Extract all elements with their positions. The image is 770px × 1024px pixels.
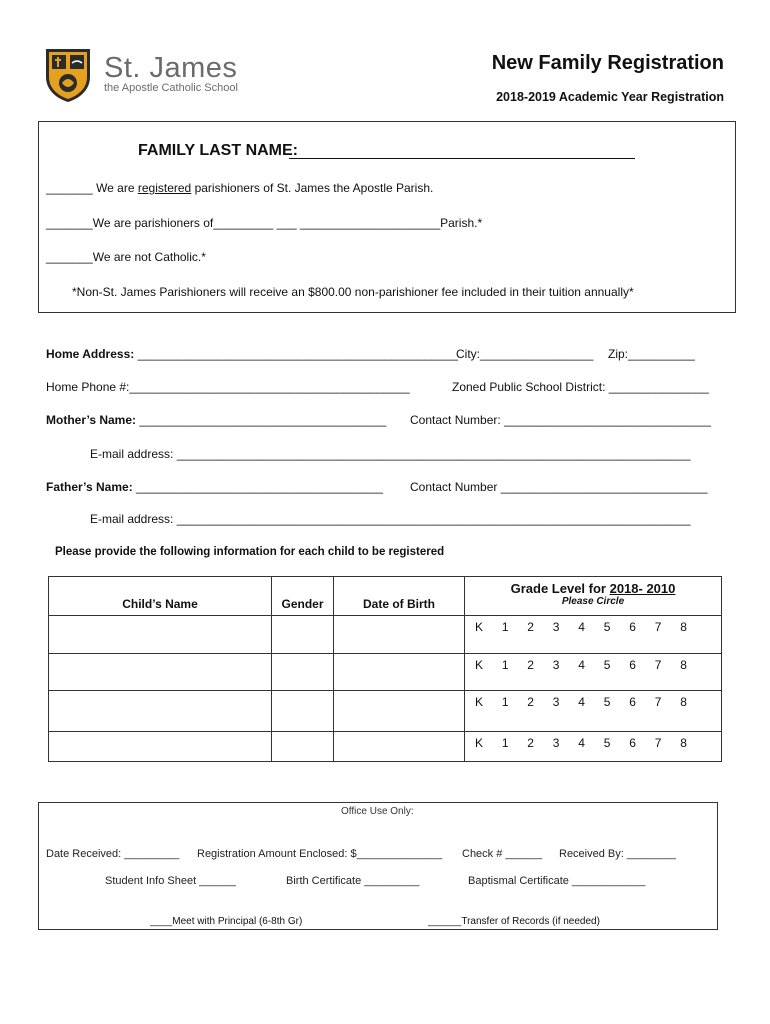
- registration-amount-field[interactable]: Registration Amount Enclosed: $______________: [197, 848, 443, 860]
- non-parishioner-fee-note: *Non-St. James Parishioners will receive an $800.00 non-parishioner fee included in their tuition annually*: [72, 285, 634, 299]
- grade-cell[interactable]: K 1 2 3 4 5 6 7 8: [465, 732, 722, 762]
- family-last-name-field[interactable]: [289, 158, 635, 159]
- child-name-cell[interactable]: [49, 691, 272, 732]
- child-row: [49, 654, 722, 691]
- father-email-field[interactable]: E-mail address: _____________________________________________________________________________: [90, 512, 691, 526]
- registered-parishioner-option[interactable]: [46, 181, 433, 195]
- home-phone-field[interactable]: Home Phone #:__________________________________________: [46, 380, 410, 394]
- option-text-post: parishioners of St. James the Apostle Parish.: [191, 181, 434, 195]
- school-crest-logo: [44, 47, 92, 103]
- grade-cell[interactable]: K 1 2 3 4 5 6 7 8: [465, 691, 722, 732]
- gender-header: Gender: [272, 577, 334, 616]
- transfer-records-field[interactable]: ______Transfer of Records (if needed): [428, 916, 600, 927]
- date-received-field[interactable]: Date Received: _________: [46, 848, 180, 860]
- home-address-row[interactable]: [46, 347, 458, 361]
- dob-cell[interactable]: [334, 691, 465, 732]
- father-name-label: Father’s Name:: [46, 480, 133, 494]
- mother-name-field[interactable]: _____________________________________: [139, 413, 387, 427]
- office-use-title: Office Use Only:: [341, 806, 414, 817]
- registered-word: registered: [137, 181, 192, 195]
- father-contact-number-field[interactable]: Contact Number _______________________________: [410, 480, 708, 494]
- option-text-pre: We are: [96, 181, 138, 195]
- child-row: [49, 732, 722, 762]
- family-last-name-label: FAMILY LAST NAME:: [138, 142, 299, 159]
- option-blank: _______: [46, 181, 93, 195]
- dob-cell[interactable]: [334, 616, 465, 654]
- mother-name-row[interactable]: [46, 413, 386, 427]
- gender-cell[interactable]: [272, 616, 334, 654]
- home-address-field[interactable]: ________________________________________________: [137, 347, 458, 361]
- child-row: [49, 691, 722, 732]
- not-catholic-option[interactable]: _______We are not Catholic.*: [46, 250, 206, 264]
- received-by-field[interactable]: Received By: ________: [559, 848, 676, 860]
- children-instruction: Please provide the following information for each child to be registered: [55, 546, 445, 558]
- office-use-section: [38, 802, 718, 930]
- school-subtitle: the Apostle Catholic School: [104, 82, 238, 94]
- child-name-cell[interactable]: [49, 616, 272, 654]
- dob-cell[interactable]: [334, 654, 465, 691]
- student-info-sheet-field[interactable]: Student Info Sheet ______: [105, 875, 236, 887]
- child-name-cell[interactable]: [49, 654, 272, 691]
- child-name-header: Child’s Name: [49, 577, 272, 616]
- mother-contact-number-field[interactable]: Contact Number: _______________________________: [410, 413, 711, 427]
- mother-email-field[interactable]: E-mail address: _____________________________________________________________________________: [90, 447, 691, 461]
- gender-cell[interactable]: [272, 654, 334, 691]
- grade-cell[interactable]: K 1 2 3 4 5 6 7 8: [465, 616, 722, 654]
- children-table: [48, 576, 722, 762]
- home-address-label: Home Address:: [46, 347, 135, 361]
- city-field[interactable]: City:_________________: [456, 347, 594, 361]
- child-row: [49, 616, 722, 654]
- zip-field[interactable]: Zip:__________: [608, 347, 695, 361]
- page-title: New Family Registration: [491, 52, 724, 74]
- gender-cell[interactable]: [272, 691, 334, 732]
- check-number-field[interactable]: Check # ______: [462, 848, 543, 860]
- grade-level-header: Grade Level for 2018- 2010 Please Circle: [465, 577, 722, 616]
- dob-header: Date of Birth: [334, 577, 465, 616]
- meet-principal-field[interactable]: ____Meet with Principal (6-8th Gr): [150, 916, 303, 927]
- mother-name-label: Mother’s Name:: [46, 413, 137, 427]
- gender-cell[interactable]: [272, 732, 334, 762]
- father-name-row[interactable]: [46, 480, 383, 494]
- father-name-field[interactable]: _____________________________________: [136, 480, 383, 494]
- grade-cell[interactable]: K 1 2 3 4 5 6 7 8: [465, 654, 722, 691]
- birth-certificate-field[interactable]: Birth Certificate _________: [286, 875, 420, 887]
- child-name-cell[interactable]: [49, 732, 272, 762]
- other-parish-option[interactable]: _______We are parishioners of_________ ___ _____________________Parish.*: [46, 216, 483, 230]
- page-subtitle: 2018-2019 Academic Year Registration: [496, 90, 724, 104]
- school-name: St. James: [104, 52, 238, 84]
- baptismal-certificate-field[interactable]: Baptismal Certificate ____________: [468, 875, 646, 887]
- zoned-school-district-field[interactable]: Zoned Public School District: _______________: [452, 380, 709, 394]
- dob-cell[interactable]: [334, 732, 465, 762]
